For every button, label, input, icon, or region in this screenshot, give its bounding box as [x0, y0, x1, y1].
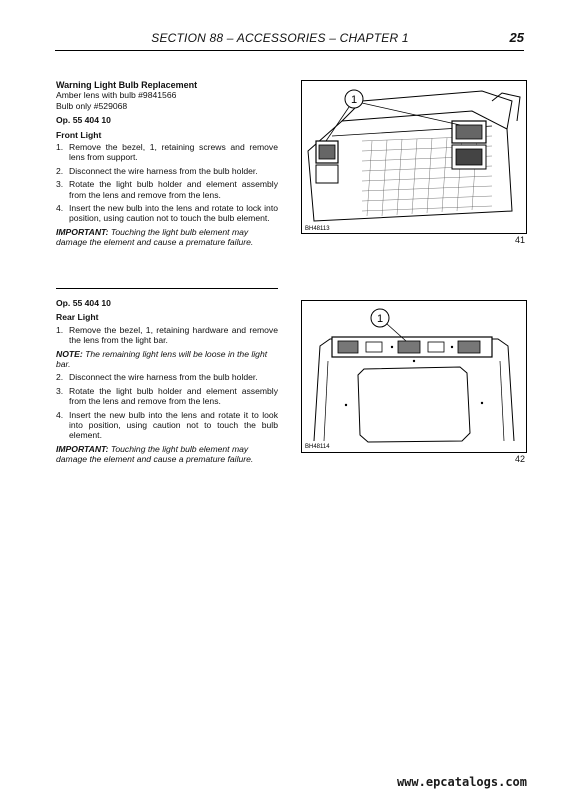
page-number: 25 — [509, 30, 524, 45]
note: NOTE: The remaining light lens will be loose in the light bar. — [56, 348, 268, 370]
lens-part-line: Amber lens with bulb #9841566 — [56, 90, 177, 101]
list-item: 3. Rotate the light bulb holder and element assembly from the lens and remove from the lens. — [56, 179, 278, 200]
front-light-section — [56, 80, 278, 248]
list-item: 3. Rotate the light bulb holder and element assembly from the lens and remove from the lens. — [56, 385, 278, 407]
rear-light-section — [56, 298, 278, 465]
figure-number: 41 — [514, 235, 525, 245]
rear-steps-list-continued — [56, 372, 278, 440]
figure-code: BH48114 — [305, 444, 330, 450]
list-item: 1. Remove the bezel, 1, retaining screws and remove lens from support. — [56, 142, 278, 163]
front-steps-list — [56, 142, 278, 224]
subheading-front-light: Front Light — [56, 129, 102, 140]
figure-front-light — [301, 80, 527, 234]
list-item: 4. Insert the new bulb into the lens and rotate it to look into position, using caution not to touch the bulb element. — [56, 409, 278, 441]
list-item: 4. Insert the new bulb into the lens and rotate to lock into position, using caution not to touch the bulb element. — [56, 203, 278, 224]
section-heading: Warning Light Bulb Replacement — [56, 80, 198, 90]
front-light-illustration — [302, 81, 526, 233]
rear-steps-list — [56, 325, 278, 346]
watermark-url: www.epcatalogs.com — [396, 775, 527, 789]
callout-number: 1 — [376, 313, 384, 325]
operation-code: Op. 55 404 10 — [56, 298, 111, 308]
list-item: 2. Disconnect the wire harness from the bulb holder. — [56, 372, 258, 383]
bulb-part-line: Bulb only #529068 — [56, 100, 128, 111]
rear-light-illustration — [302, 301, 526, 452]
figure-code: BH48113 — [305, 226, 330, 232]
section-divider — [56, 288, 278, 289]
list-item: 2. Disconnect the wire harness from the bulb holder. — [56, 165, 258, 176]
figure-rear-light — [301, 300, 527, 453]
operation-code: Op. 55 404 10 — [56, 115, 111, 126]
callout-number: 1 — [350, 94, 358, 106]
section-title: SECTION 88 – ACCESSORIES – CHAPTER 1 — [151, 31, 409, 45]
header-rule — [55, 50, 524, 51]
subheading-rear-light: Rear Light — [56, 312, 99, 323]
list-item: 1. Remove the bezel, 1, retaining hardware and remove the lens from the light bar. — [56, 324, 278, 346]
important-note: IMPORTANT: Touching the light bulb element may damage the element and cause a premature failure. — [56, 443, 254, 465]
figure-number: 42 — [514, 454, 525, 464]
important-note: IMPORTANT: Touching the light bulb element may damage the element and cause a premature failure. — [56, 226, 254, 248]
